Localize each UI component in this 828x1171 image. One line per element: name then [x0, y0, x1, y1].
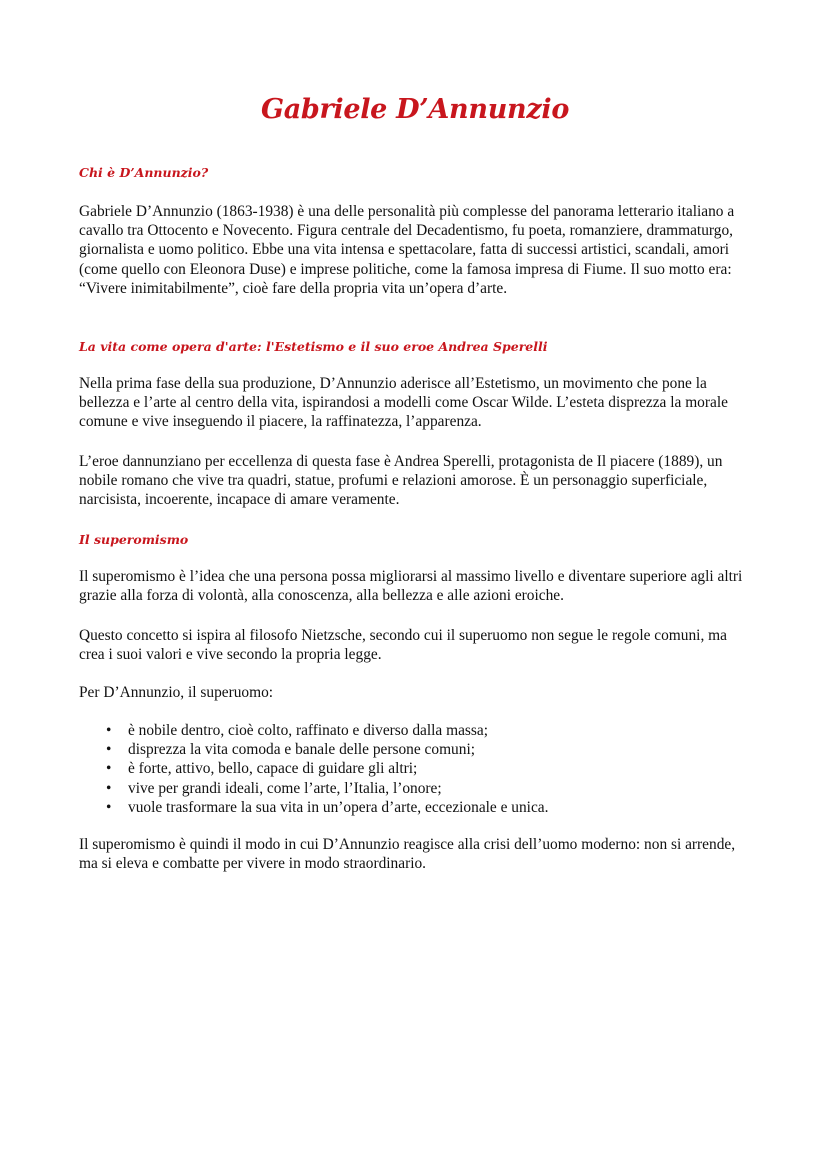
paragraph-estetismo: Nella prima fase della sua produzione, D’Annunzio aderisce all’Estetismo, un movimento che pone la bellezza e l’arte al centro della vita, ispirandosi a modelli come Oscar Wilde. L’esteta disprezza la morale comune e vive inseguendo il piacere, la raffinatezza, l’apparenza. [79, 375, 728, 431]
document-title: Gabriele D’Annunzio [260, 94, 570, 125]
section-heading-estetismo: La vita come opera d'arte: l'Estetismo e il suo eroe Andrea Sperelli [79, 339, 548, 354]
paragraph-nietzsche: Questo concetto si ispira al filosofo Nietzsche, secondo cui il superuomo non segue le regole comuni, ma crea i suoi valori e vive secondo la propria legge. [79, 627, 727, 664]
paragraph-sperelli: L’eroe dannunziano per eccellenza di questa fase è Andrea Sperelli, protagonista de Il piacere (1889), un nobile romano che vive tra quadri, statue, profumi e relazioni amorose. È un personaggio superficiale, narcisista, incoerente, incapace di amare veramente. [79, 453, 723, 509]
list-item [79, 721, 548, 740]
bullet-icon: • [106, 722, 112, 739]
list-item [79, 779, 548, 798]
list-item-text: è nobile dentro, cioè colto, raffinato e diverso dalla massa; [128, 722, 488, 739]
bullet-icon: • [106, 798, 112, 816]
superuomo-traits-list [79, 721, 548, 817]
section-heading-chi-e: Chi è D’Annunzio? [79, 165, 209, 180]
list-item [79, 759, 548, 778]
list-item-text: vive per grandi ideali, come l’arte, l’Italia, l’onore; [128, 779, 442, 797]
list-item-text: è forte, attivo, bello, capace di guidare gli altri; [128, 760, 418, 778]
paragraph-superuomo-intro: Per D’Annunzio, il superuomo: [79, 684, 274, 701]
bullet-icon: • [106, 760, 112, 778]
list-item-text: vuole trasformare la sua vita in un’opera d’arte, eccezionale e unica. [128, 798, 549, 816]
paragraph-conclusion: Il superomismo è quindi il modo in cui D’Annunzio reagisce alla crisi dell’uomo moderno: non si arrende, ma si eleva e combatte per vivere in modo straordinario. [79, 836, 736, 873]
paragraph-superomismo-definition: Il superomismo è l’idea che una persona possa migliorarsi al massimo livello e diventare superiore agli altri grazie alla forza di volontà, alla conoscenza, alla bellezza e alle azioni eroiche. [79, 568, 743, 605]
list-item [79, 798, 548, 817]
bullet-icon: • [106, 741, 112, 759]
bullet-icon: • [106, 779, 112, 797]
section-heading-superomismo: Il superomismo [79, 532, 189, 547]
list-item [79, 740, 548, 759]
list-item-text: disprezza la vita comoda e banale delle persone comuni; [128, 741, 475, 759]
paragraph-intro: Gabriele D’Annunzio (1863-1938) è una delle personalità più complesse del panorama letterario italiano a cavallo tra Ottocento e Novecento. Figura centrale del Decadentismo, fu poeta, romanziere, drammaturgo, giornalista e uomo politico. Ebbe una vita intensa e spettacolare, fatta di successi artistici, scandali, amori (come quello con Eleonora Duse) e imprese politiche, come la famosa impresa di Fiume. Il suo motto era: “Vivere inimitabilmente”, cioè fare della propria vita un’opera d’arte. [79, 203, 735, 297]
